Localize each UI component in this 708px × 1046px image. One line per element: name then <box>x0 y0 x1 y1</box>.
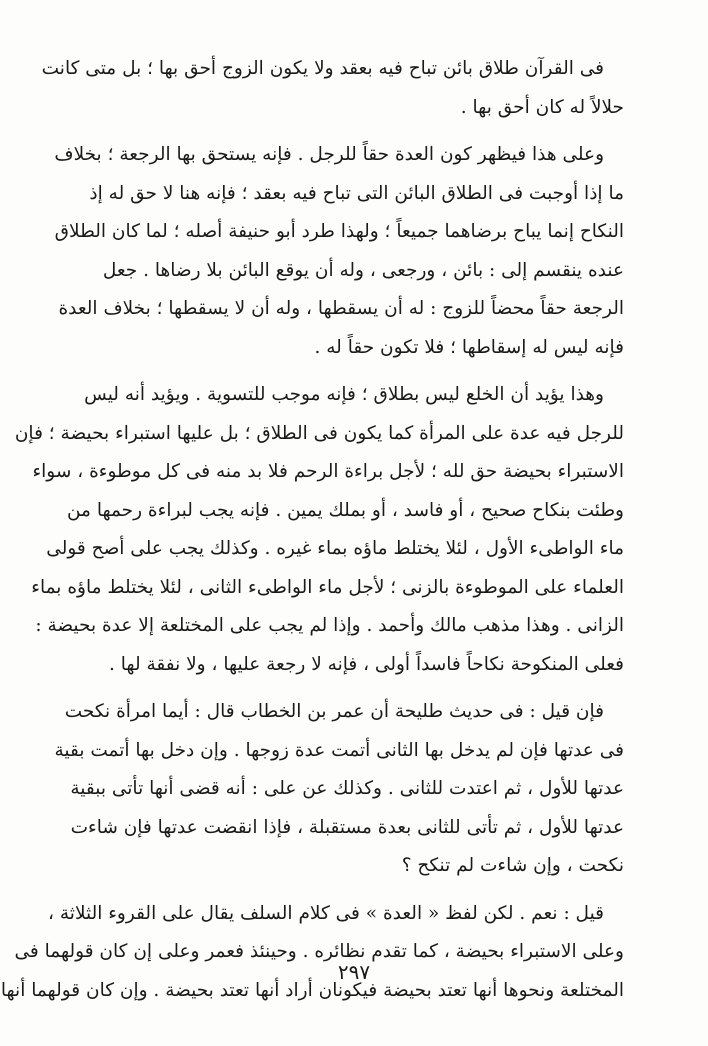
text-line: عدتها للأول ، ثم تأتى للثانى بعدة مستقبلة ، فإذا انقضت عدتها فإن شاءت <box>70 816 624 838</box>
paragraph <box>54 136 624 367</box>
text-line: نكحت ، وإن شاءت لم تنكح ؟ <box>401 855 624 876</box>
text-line: وعلى هذا فيظهر كون العدة حقاً للرجل . فإنه يستحق بها الرجعة ؛ بخلاف <box>54 144 604 165</box>
text-line: وعلى الاستبراء بحيضة ، كما تقدم نظائره . وحينئذ فعمر وعلى إن كان قولهما فى <box>14 941 624 962</box>
text-line: وطئت بنكاح صحيح ، أو فاسد ، أو بملك يمين . فإنه يجب لبراءة رحمها من <box>66 499 624 521</box>
text-line: فى عدتها فإن لم يدخل بها الثانى أتمت عدة زوجها . وإن دخل بها أتمت بقية <box>54 739 624 761</box>
text-line: ما إذا أوجبت فى الطلاق البائن التى تباح فيه بعقد ؛ فإنه هنا لا حق له إذ <box>89 182 624 204</box>
text-line: الرجعة حقاً محضاً للزوج : له أن يسقطها ، وله أن لا يسقطها ؛ بخلاف العدة <box>58 298 624 319</box>
text-line: حلالاً له كان أحق بها . <box>460 96 624 118</box>
text-line: عنده ينقسم إلى : بائن ، ورجعى ، وله أن يوقع البائن بلا رضاها . جعل <box>102 259 624 281</box>
text-line: فإن قيل : فى حديث طليحة أن عمر بن الخطاب قال : أيما امرأة نكحت <box>64 701 604 722</box>
text-line: قيل : نعم . لكن لفظ « العدة » فى كلام السلف يقال على القروء الثلاثة ، <box>48 902 604 924</box>
page-number: ٢٩٧ <box>337 960 371 984</box>
paragraph <box>0 895 624 1011</box>
paragraph <box>14 376 624 684</box>
body-text <box>0 50 624 1019</box>
text-line: للرجل فيه عدة على المرأة كما يكون فى الطلاق ؛ بل عليها استبراء بحيضة ؛ فإن <box>14 422 624 444</box>
text-line: عدتها للأول ، ثم اعتدت للثانى . وكذلك عن على : أنه قضى أنها تأتى ببقية <box>70 778 624 799</box>
text-line: ماء الواطىء الأول ، لئلا يختلط ماؤه بماء غيره . وكذلك يجب على أصح قولى <box>46 538 624 559</box>
text-line: الزانى . وهذا مذهب مالك وأحمد . وإذا لم يجب على المختلعة إلا عدة بحيضة : <box>35 615 624 636</box>
text-line: النكاح إنما يباح برضاهما جميعاً ؛ ولهذا طرد أبو حنيفة أصله ؛ لما كان الطلاق <box>54 221 624 242</box>
paragraph <box>54 693 624 886</box>
text-line: الاستبراء بحيضة حق لله ؛ لأجل براءة الرحم فلا بد منه فى كل موطوءة ، سواء <box>32 461 624 482</box>
text-line: وهذا يؤيد أن الخلع ليس بطلاق ؛ فإنه موجب للتسوية . ويؤيد أنه ليس <box>84 384 604 405</box>
text-line: فعلى المنكوحة نكاحاً فاسداً أولى ، فإنه لا رجعة عليها ، ولا نفقة لها . <box>109 653 624 675</box>
text-line: فإنه ليس له إسقاطها ؛ فلا تكون حقاً له . <box>314 336 624 358</box>
text-line: العلماء على الموطوءة بالزنى ؛ لأجل ماء الواطىء الثانى ، لئلا يختلط ماؤه بماء <box>31 576 624 598</box>
text-line: فى القرآن طلاق بائن تباح فيه بعقد ولا يكون الزوج أحق بها ؛ بل متى كانت <box>41 58 604 79</box>
text-line: المختلعة ونحوها أنها تعتد بحيضة فيكونان أراد أنها تعتد بحيضة . وإن كان قولهما أنها <box>0 979 624 1001</box>
paragraph <box>41 50 624 127</box>
